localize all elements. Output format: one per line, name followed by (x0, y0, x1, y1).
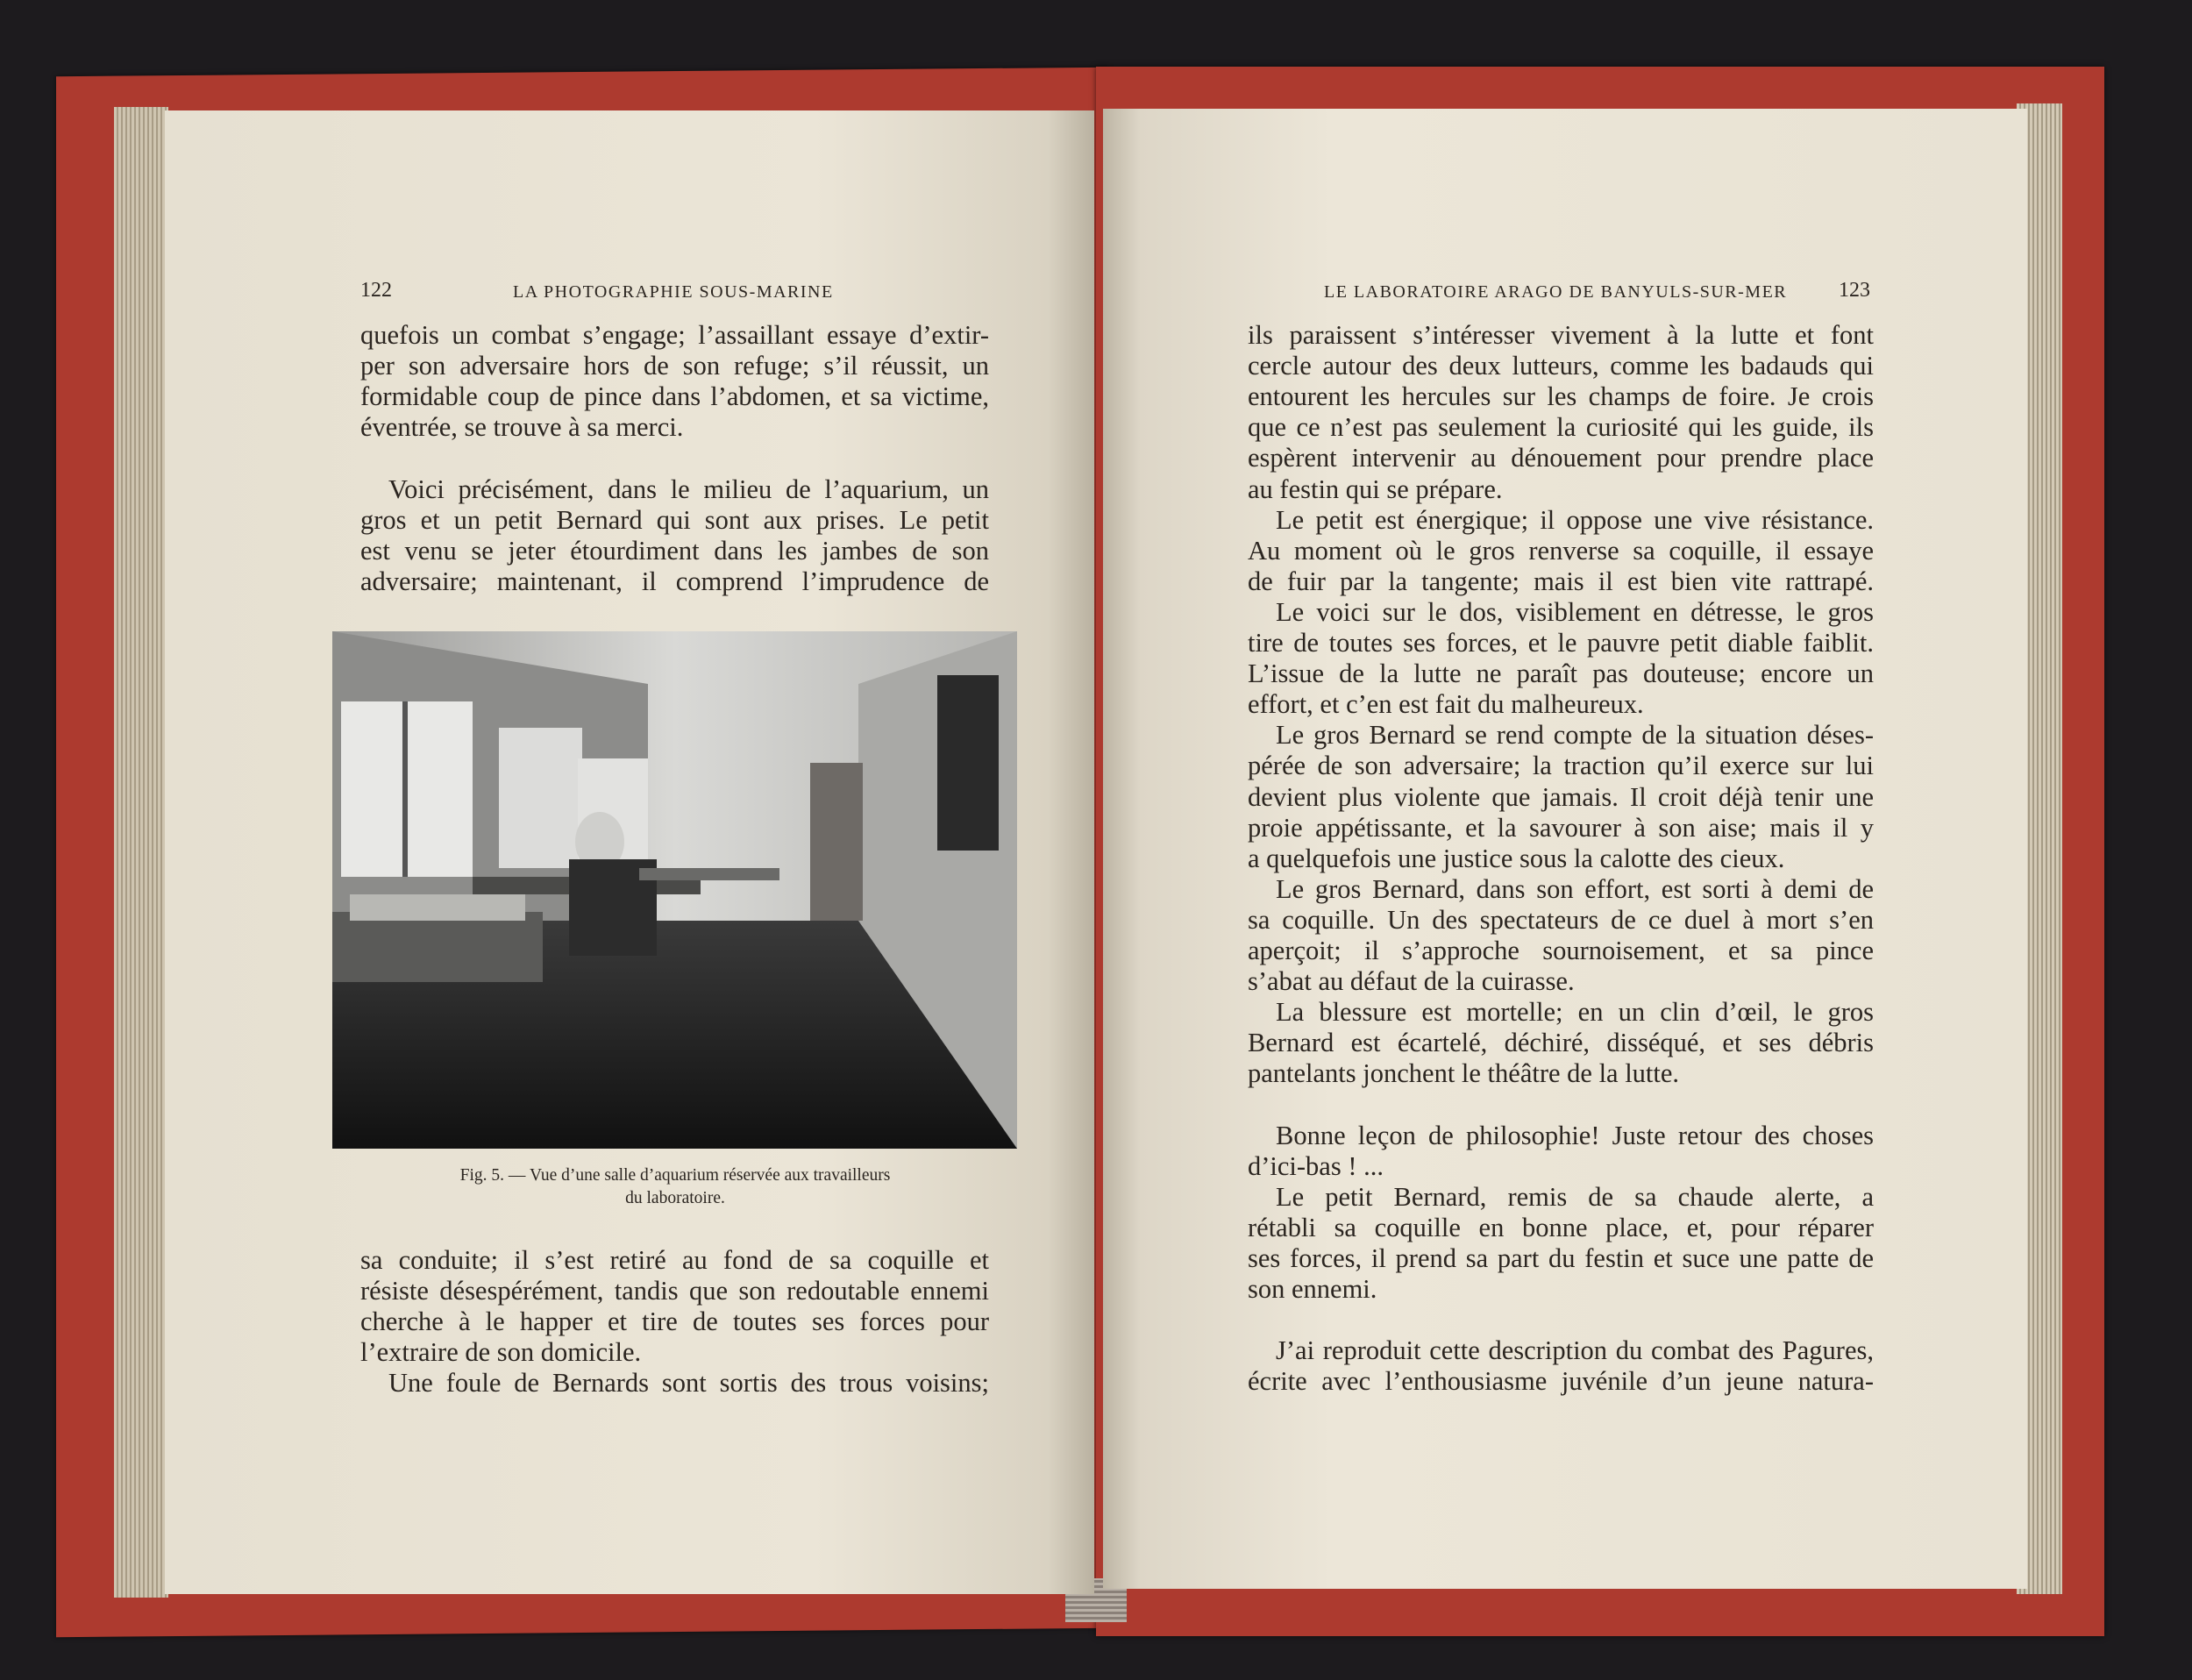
text-line: espèrent intervenir au dénouement pour prendre place (1248, 443, 1874, 473)
text-line: Au moment où le gros renverse sa coquille, il essaye (1248, 535, 1874, 566)
text-line: sa conduite; il s’est retiré au fond de sa coquille et (360, 1245, 989, 1275)
text-line: cherche à le happer et tire de toutes ses forces pour (360, 1306, 989, 1337)
page-edges-left (114, 107, 168, 1598)
text-line: ils paraissent s’intéresser vivement à la lutte et font (1248, 320, 1874, 350)
text-line: Le gros Bernard, dans son effort, est sorti à demi de (1276, 873, 1874, 904)
text-line: Le petit est énergique; il oppose une vive résistance. (1276, 504, 1874, 535)
text-line: L’issue de la lutte ne paraît pas douteuse; encore un (1248, 658, 1874, 689)
text-line: gros et un petit Bernard qui sont aux prises. Le petit (360, 504, 989, 535)
text-line: est venu se jeter étourdiment dans les jambes de son (360, 535, 989, 566)
text-line: au festin qui se prépare. (1248, 473, 1503, 504)
text-line: sa coquille. Un des spectateurs de ce duel à mort s’en (1248, 904, 1874, 935)
text-line: Une foule de Bernards sont sortis des trous voisins; (388, 1368, 989, 1399)
text-line: aperçoit; il s’approche sournoisement, et sa pince (1248, 936, 1874, 965)
text-line: Voici précisément, dans le milieu de l’aquarium, un (388, 473, 989, 504)
left-page-number: 122 (360, 279, 392, 302)
text-line: l’extraire de son domicile. (360, 1337, 642, 1368)
text-line: Le voici sur le dos, visiblement en détresse, le gros (1276, 596, 1874, 627)
text-line: ses forces, il prend sa part du festin et suce une patte de (1248, 1243, 1874, 1273)
text-line: J’ai reproduit cette description du combat des Pagures, (1276, 1335, 1874, 1366)
text-line: effort, et c’en est fait du malheureux. (1248, 689, 1644, 720)
text-line: devient plus violente que jamais. Il croit déjà tenir une (1248, 781, 1874, 812)
text-line: Le petit Bernard, remis de sa chaude alerte, a (1276, 1181, 1874, 1212)
text-line: que ce n’est pas seulement la curiosité qui les guide, ils (1248, 412, 1874, 443)
text-line: de fuir par la tangente; mais il est bien vite rattrapé. (1248, 566, 1874, 596)
text-line: s’abat au défaut de la cuirasse. (1248, 966, 1575, 997)
text-line: tire de toutes ses forces, et le pauvre petit diable faiblit. (1248, 628, 1874, 658)
text-line: cercle autour des deux lutteurs, comme les badauds qui (1248, 351, 1874, 381)
text-line: adversaire; maintenant, il comprend l’imprudence de (360, 566, 989, 596)
text-line: pérée de son adversaire; la traction qu’il exerce sur lui (1248, 751, 1874, 781)
text-line: Le gros Bernard se rend compte de la situation déses- (1276, 720, 1874, 751)
text-line: La blessure est mortelle; en un clin d’œil, le gros (1276, 997, 1874, 1028)
text-line: quefois un combat s’engage; l’assaillant essaye d’extir- (360, 320, 989, 350)
text-line: pantelants jonchent le théâtre de la lutte. (1248, 1058, 1680, 1089)
text-line: formidable coup de pince dans l’abdomen, et sa victime, (360, 381, 989, 412)
text-line: proie appétissante, et la savourer à son aise; mais il y (1248, 812, 1874, 843)
text-line: per son adversaire hors de son refuge; s’il réussit, un (360, 351, 989, 381)
text-line: résiste désespérément, tandis que son redoutable ennemi (360, 1276, 989, 1306)
text-line: éventrée, se trouve à sa merci. (360, 412, 684, 443)
text-line: rétabli sa coquille en bonne place, et, pour réparer (1248, 1212, 1874, 1242)
text-line: écrite avec l’enthousiasme juvénile d’un jeune natura- (1248, 1366, 1874, 1397)
right-page-number: 123 (1839, 279, 1870, 302)
left-running-head: LA PHOTOGRAPHIE SOUS-MARINE (513, 282, 834, 302)
text-line: son ennemi. (1248, 1274, 1377, 1305)
figure-caption-line-1: Fig. 5. — Vue d’une salle d’aquarium réservée aux travailleurs (459, 1166, 891, 1185)
figure-caption-line-2: du laboratoire. (625, 1189, 725, 1207)
text-line: Bernard est écartelé, déchiré, disséqué, et ses débris (1248, 1028, 1874, 1058)
right-running-head: LE LABORATOIRE ARAGO DE BANYULS-SUR-MER (1324, 282, 1788, 302)
text-line: d’ici-bas ! ... (1248, 1150, 1384, 1181)
figure-photo (332, 631, 1017, 1149)
text-line: entourent les hercules sur les champs de foire. Je crois (1248, 381, 1874, 412)
text-line: a quelquefois une justice sous la calotte des cieux. (1248, 843, 1785, 873)
text-line: Bonne leçon de philosophie! Juste retour des choses (1276, 1120, 1874, 1150)
